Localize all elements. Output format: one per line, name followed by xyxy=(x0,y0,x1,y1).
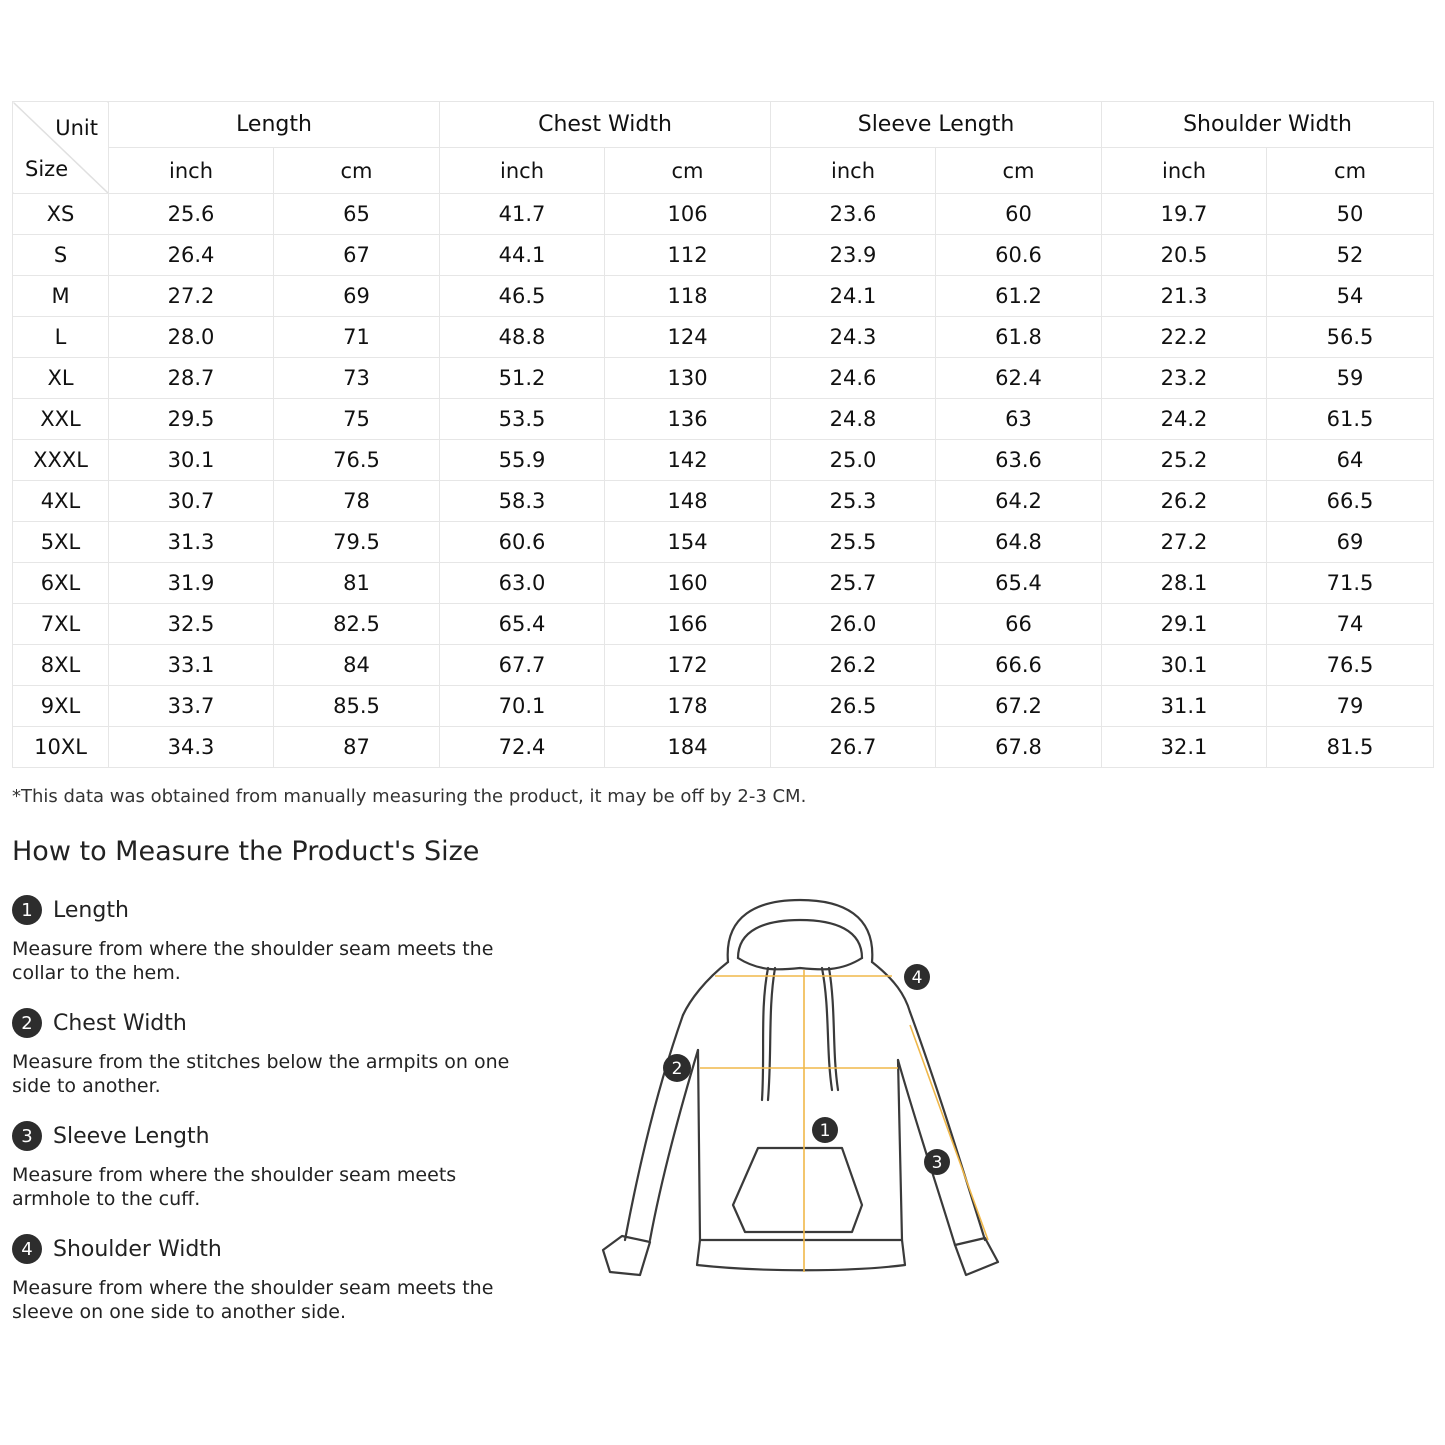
measurement-cell: 67.2 xyxy=(936,686,1102,727)
table-row xyxy=(13,727,1434,768)
table-row xyxy=(13,440,1434,481)
table-row xyxy=(13,358,1434,399)
size-label-cell: 7XL xyxy=(13,604,109,645)
measurement-cell: 26.7 xyxy=(771,727,936,768)
measurement-cell: 31.1 xyxy=(1102,686,1267,727)
measurement-cell: 85.5 xyxy=(274,686,440,727)
measurement-cell: 130 xyxy=(605,358,771,399)
measurement-cell: 48.8 xyxy=(440,317,605,358)
size-chart-table xyxy=(12,101,1434,768)
step-number-badge: 1 xyxy=(12,895,42,925)
sleeve-length-header: Sleeve Length xyxy=(771,102,1102,148)
measurement-cell: 64.8 xyxy=(936,522,1102,563)
size-label-cell: S xyxy=(13,235,109,276)
measurement-cell: 27.2 xyxy=(1102,522,1267,563)
table-row xyxy=(13,481,1434,522)
measurement-cell: 61.2 xyxy=(936,276,1102,317)
measurement-cell: 71.5 xyxy=(1267,563,1434,604)
measurement-cell: 67 xyxy=(274,235,440,276)
measurement-cell: 21.3 xyxy=(1102,276,1267,317)
measurement-cell: 69 xyxy=(274,276,440,317)
measurement-cell: 29.5 xyxy=(109,399,274,440)
measurement-cell: 25.3 xyxy=(771,481,936,522)
measurement-cell: 19.7 xyxy=(1102,194,1267,235)
measurement-cell: 44.1 xyxy=(440,235,605,276)
unit-label: cm xyxy=(605,148,771,194)
measurement-cell: 82.5 xyxy=(274,604,440,645)
measurement-cell: 154 xyxy=(605,522,771,563)
measurement-cell: 23.9 xyxy=(771,235,936,276)
measurement-cell: 28.0 xyxy=(109,317,274,358)
measurement-cell: 63.6 xyxy=(936,440,1102,481)
measurement-cell: 63 xyxy=(936,399,1102,440)
size-label-cell: M xyxy=(13,276,109,317)
measurement-cell: 41.7 xyxy=(440,194,605,235)
step-name: Chest Width xyxy=(53,1010,187,1036)
table-row xyxy=(13,522,1434,563)
measurement-cell: 24.2 xyxy=(1102,399,1267,440)
measurement-cell: 25.0 xyxy=(771,440,936,481)
step-description: Measure from the stitches below the armpits on one side to another. xyxy=(12,1051,510,1097)
measurement-cell: 24.6 xyxy=(771,358,936,399)
step-name: Sleeve Length xyxy=(53,1123,210,1149)
measurement-cell: 76.5 xyxy=(1267,645,1434,686)
unit-label: inch xyxy=(1102,148,1267,194)
chest-width-header: Chest Width xyxy=(440,102,771,148)
measurement-cell: 55.9 xyxy=(440,440,605,481)
measurement-cell: 54 xyxy=(1267,276,1434,317)
step-chest-width xyxy=(12,1006,522,1098)
marker-4-label: 4 xyxy=(911,968,923,988)
measurement-cell: 64.2 xyxy=(936,481,1102,522)
measurement-cell: 25.7 xyxy=(771,563,936,604)
size-label-cell: XS xyxy=(13,194,109,235)
unit-label: cm xyxy=(936,148,1102,194)
table-row xyxy=(13,276,1434,317)
measurement-cell: 27.2 xyxy=(109,276,274,317)
table-row xyxy=(13,317,1434,358)
measurement-cell: 166 xyxy=(605,604,771,645)
size-label-cell: 4XL xyxy=(13,481,109,522)
unit-label: inch xyxy=(440,148,605,194)
measurement-cell: 24.3 xyxy=(771,317,936,358)
measurement-cell: 32.5 xyxy=(109,604,274,645)
measurement-cell: 65.4 xyxy=(440,604,605,645)
measurement-cell: 29.1 xyxy=(1102,604,1267,645)
measurement-cell: 24.1 xyxy=(771,276,936,317)
measurement-cell: 66 xyxy=(936,604,1102,645)
size-label-cell: XL xyxy=(13,358,109,399)
measurement-cell: 58.3 xyxy=(440,481,605,522)
step-sleeve-length xyxy=(12,1119,522,1211)
measurement-cell: 79 xyxy=(1267,686,1434,727)
measurement-cell: 30.1 xyxy=(109,440,274,481)
measurement-cell: 31.3 xyxy=(109,522,274,563)
size-label-cell: XXL xyxy=(13,399,109,440)
step-shoulder-width xyxy=(12,1232,522,1324)
measurement-cell: 61.8 xyxy=(936,317,1102,358)
measurement-cell: 26.2 xyxy=(771,645,936,686)
measurement-cell: 60.6 xyxy=(440,522,605,563)
measurement-cell: 59 xyxy=(1267,358,1434,399)
measurement-cell: 51.2 xyxy=(440,358,605,399)
table-row xyxy=(13,235,1434,276)
measurement-cell: 65.4 xyxy=(936,563,1102,604)
measurement-cell: 60.6 xyxy=(936,235,1102,276)
measurement-note: *This data was obtained from manually measuring the product, it may be off by 2-3 CM. xyxy=(12,786,807,807)
measurement-cell: 25.6 xyxy=(109,194,274,235)
measurement-cell: 76.5 xyxy=(274,440,440,481)
measurement-cell: 50 xyxy=(1267,194,1434,235)
hoodie-measurement-diagram xyxy=(590,890,1010,1290)
size-header: Size xyxy=(25,157,69,181)
table-row xyxy=(13,399,1434,440)
marker-3 xyxy=(924,1149,950,1175)
size-label-cell: 8XL xyxy=(13,645,109,686)
measurement-cell: 67.8 xyxy=(936,727,1102,768)
step-number-badge: 3 xyxy=(12,1121,42,1151)
table-row xyxy=(13,645,1434,686)
measurement-cell: 32.1 xyxy=(1102,727,1267,768)
measurement-cell: 106 xyxy=(605,194,771,235)
length-header: Length xyxy=(109,102,440,148)
table-row xyxy=(13,194,1434,235)
measurement-cell: 23.2 xyxy=(1102,358,1267,399)
guide-title: How to Measure the Product's Size xyxy=(12,836,480,867)
measurement-cell: 184 xyxy=(605,727,771,768)
measurement-cell: 124 xyxy=(605,317,771,358)
size-label-cell: 10XL xyxy=(13,727,109,768)
step-name: Length xyxy=(53,897,129,923)
table-row xyxy=(13,686,1434,727)
marker-4 xyxy=(904,964,930,990)
size-label-cell: 6XL xyxy=(13,563,109,604)
measurement-cell: 23.6 xyxy=(771,194,936,235)
measurement-cell: 33.1 xyxy=(109,645,274,686)
measurement-cell: 72.4 xyxy=(440,727,605,768)
step-number-badge: 4 xyxy=(12,1234,42,1264)
measurement-cell: 28.1 xyxy=(1102,563,1267,604)
measurement-cell: 63.0 xyxy=(440,563,605,604)
measurement-cell: 30.1 xyxy=(1102,645,1267,686)
measurement-cell: 65 xyxy=(274,194,440,235)
measurement-cell: 28.7 xyxy=(109,358,274,399)
step-name: Shoulder Width xyxy=(53,1236,222,1262)
step-description: Measure from where the shoulder seam meets the collar to the hem. xyxy=(12,938,494,984)
measurement-cell: 142 xyxy=(605,440,771,481)
measurement-cell: 78 xyxy=(274,481,440,522)
measurement-cell: 60 xyxy=(936,194,1102,235)
shoulder-width-header: Shoulder Width xyxy=(1102,102,1434,148)
measurement-cell: 56.5 xyxy=(1267,317,1434,358)
hoodie-outline xyxy=(603,900,998,1275)
measurement-cell: 64 xyxy=(1267,440,1434,481)
unit-label: inch xyxy=(771,148,936,194)
measurement-cell: 84 xyxy=(274,645,440,686)
measurement-cell: 79.5 xyxy=(274,522,440,563)
unit-label: inch xyxy=(109,148,274,194)
size-label-cell: 9XL xyxy=(13,686,109,727)
marker-1-label: 1 xyxy=(819,1121,831,1141)
measurement-cell: 118 xyxy=(605,276,771,317)
measurement-cell: 172 xyxy=(605,645,771,686)
measurement-cell: 112 xyxy=(605,235,771,276)
measurement-cell: 87 xyxy=(274,727,440,768)
step-description: Measure from where the shoulder seam meets the sleeve on one side to another side. xyxy=(12,1277,494,1323)
measurement-cell: 73 xyxy=(274,358,440,399)
table-row xyxy=(13,563,1434,604)
size-label-cell: XXXL xyxy=(13,440,109,481)
measurement-cell: 25.5 xyxy=(771,522,936,563)
measurement-cell: 74 xyxy=(1267,604,1434,645)
size-label-cell: L xyxy=(13,317,109,358)
measurement-cell: 62.4 xyxy=(936,358,1102,399)
measurement-cell: 53.5 xyxy=(440,399,605,440)
measurement-cell: 178 xyxy=(605,686,771,727)
measurement-cell: 75 xyxy=(274,399,440,440)
size-table-body xyxy=(13,194,1434,768)
measurement-cell: 81 xyxy=(274,563,440,604)
measurement-cell: 30.7 xyxy=(109,481,274,522)
measurement-cell: 66.6 xyxy=(936,645,1102,686)
marker-1 xyxy=(812,1117,838,1143)
measurement-cell: 26.2 xyxy=(1102,481,1267,522)
measurement-cell: 160 xyxy=(605,563,771,604)
measurement-cell: 61.5 xyxy=(1267,399,1434,440)
measurement-cell: 26.0 xyxy=(771,604,936,645)
marker-2-label: 2 xyxy=(671,1059,683,1079)
marker-3-label: 3 xyxy=(931,1153,943,1173)
unit-label: cm xyxy=(274,148,440,194)
measurement-cell: 136 xyxy=(605,399,771,440)
measurement-cell: 24.8 xyxy=(771,399,936,440)
measurement-cell: 26.5 xyxy=(771,686,936,727)
measurement-cell: 34.3 xyxy=(109,727,274,768)
step-description: Measure from where the shoulder seam meets armhole to the cuff. xyxy=(12,1164,457,1210)
unit-label: cm xyxy=(1267,148,1434,194)
measurement-cell: 25.2 xyxy=(1102,440,1267,481)
measurement-cell: 71 xyxy=(274,317,440,358)
measurement-cell: 70.1 xyxy=(440,686,605,727)
table-corner-cell xyxy=(13,102,109,194)
marker-2 xyxy=(663,1054,691,1082)
measurement-cell: 26.4 xyxy=(109,235,274,276)
measurement-cell: 148 xyxy=(605,481,771,522)
measurement-cell: 20.5 xyxy=(1102,235,1267,276)
measurement-cell: 22.2 xyxy=(1102,317,1267,358)
table-row xyxy=(13,604,1434,645)
size-label-cell: 5XL xyxy=(13,522,109,563)
step-length xyxy=(12,893,522,985)
measurement-cell: 33.7 xyxy=(109,686,274,727)
measurement-cell: 46.5 xyxy=(440,276,605,317)
measurement-cell: 52 xyxy=(1267,235,1434,276)
measurement-cell: 67.7 xyxy=(440,645,605,686)
step-number-badge: 2 xyxy=(12,1008,42,1038)
measurement-cell: 81.5 xyxy=(1267,727,1434,768)
unit-header: Unit xyxy=(55,116,98,140)
measurement-cell: 66.5 xyxy=(1267,481,1434,522)
measurement-cell: 31.9 xyxy=(109,563,274,604)
measurement-cell: 69 xyxy=(1267,522,1434,563)
